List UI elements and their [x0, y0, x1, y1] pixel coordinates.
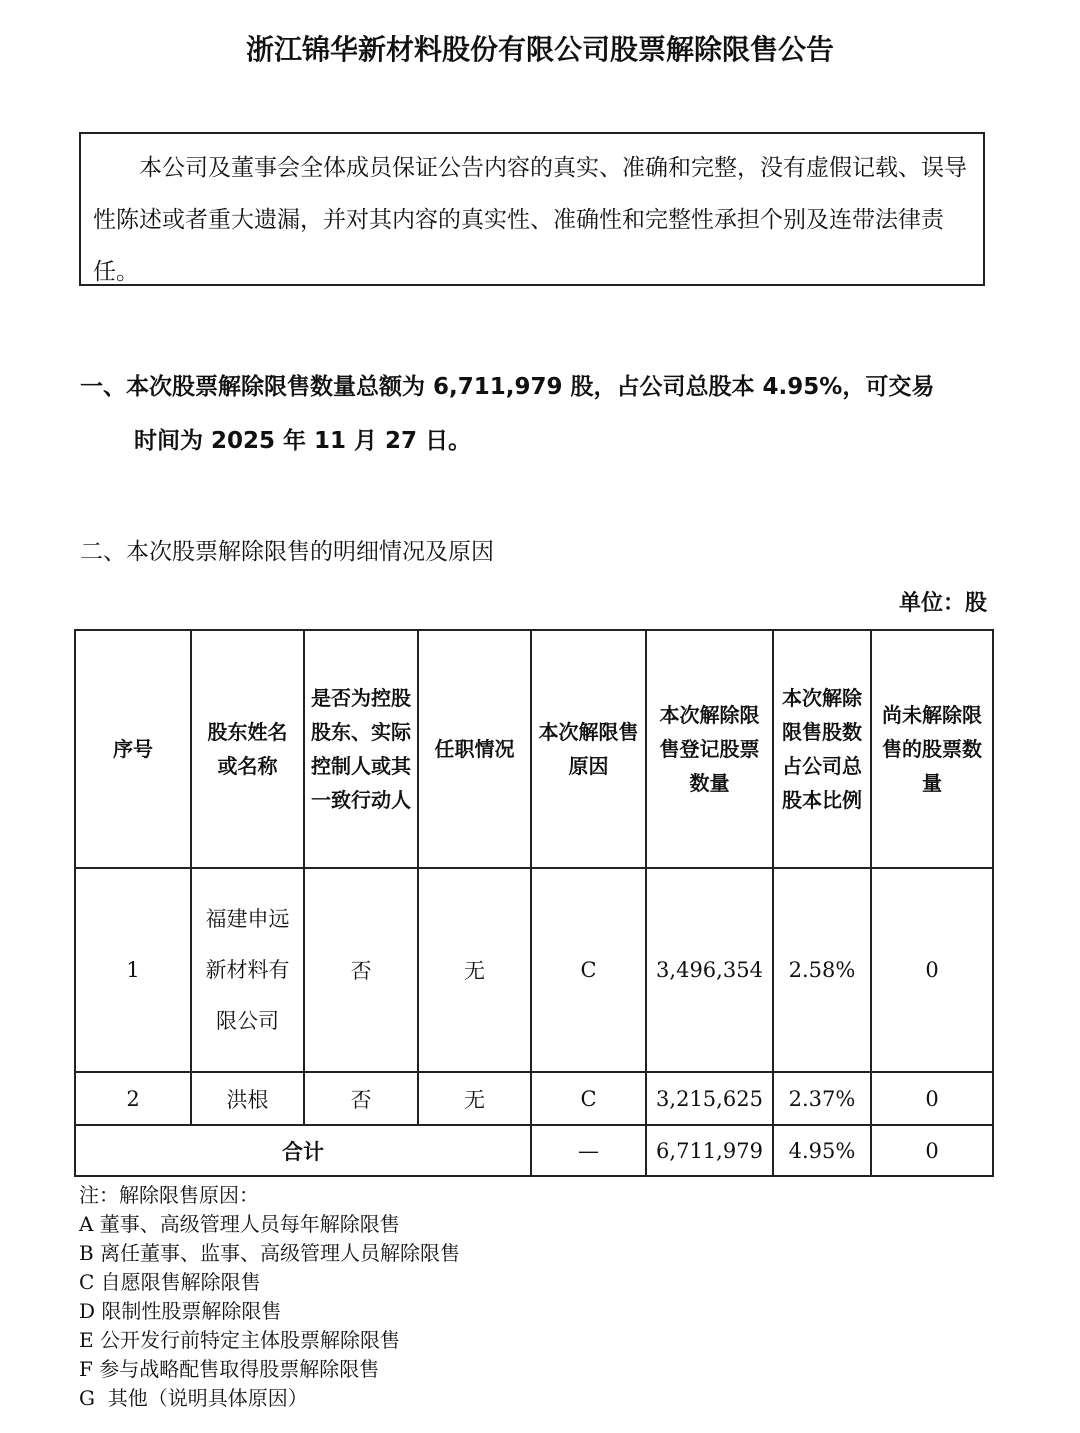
note-item: A 董事、高级管理人员每年解除限售 [79, 1212, 400, 1236]
table-header-row [75, 630, 993, 868]
cell-reason: C [531, 1072, 646, 1125]
cell-is-controlling: 否 [304, 1072, 418, 1125]
header-index: 序号 [75, 630, 191, 868]
cell-reason: C [531, 868, 646, 1072]
header-name: 股东姓名或名称 [191, 630, 304, 868]
note-item: B 离任董事、监事、高级管理人员解除限售 [79, 1241, 461, 1265]
table-row [75, 868, 993, 1072]
header-is-controlling: 是否为控股股东、实际控制人或其一致行动人 [304, 630, 418, 868]
header-ratio: 本次解除限售股数占公司总股本比例 [773, 630, 871, 868]
section-1 [80, 360, 990, 468]
cell-is-controlling: 否 [304, 868, 418, 1072]
header-position: 任职情况 [418, 630, 531, 868]
total-ratio: 4.95% [773, 1125, 871, 1176]
cell-remaining: 0 [871, 868, 993, 1072]
section-2-title: 二、本次股票解除限售的明细情况及原因 [80, 539, 494, 565]
cell-position: 无 [418, 868, 531, 1072]
document-title: 浙江锦华新材料股份有限公司股票解除限售公告 [245, 33, 834, 66]
cell-shares: 3,215,625 [646, 1072, 773, 1125]
notes-heading: 注：解除限售原因： [79, 1183, 259, 1207]
note-item: G 其他（说明具体原因） [79, 1386, 308, 1410]
total-shares: 6,711,979 [646, 1125, 773, 1176]
section-1-line-2: 时间为 2025 年 11 月 27 日。 [134, 428, 472, 454]
note-item: E 公开发行前特定主体股票解除限售 [79, 1328, 400, 1352]
total-remaining: 0 [871, 1125, 993, 1176]
table-total-row [75, 1125, 993, 1176]
cell-shares: 3,496,354 [646, 868, 773, 1072]
disclaimer-text: 本公司及董事会全体成员保证公告内容的真实、准确和完整，没有虚假记载、误导性陈述或者重大遗漏，并对其内容的真实性、准确性和完整性承担个别及连带法律责任。 [93, 155, 967, 285]
cell-remaining: 0 [871, 1072, 993, 1125]
header-remaining: 尚未解除限售的股票数量 [871, 630, 993, 868]
note-item: F 参与战略配售取得股票解除限售 [79, 1357, 380, 1381]
total-label: 合计 [75, 1125, 531, 1176]
notes [79, 1181, 460, 1413]
cell-ratio: 2.37% [773, 1072, 871, 1125]
total-reason: — [531, 1125, 646, 1176]
cell-name: 洪根 [191, 1072, 304, 1125]
note-item: D 限制性股票解除限售 [79, 1299, 282, 1323]
note-item: C 自愿限售解除限售 [79, 1270, 261, 1294]
header-shares: 本次解除限售登记股票数量 [646, 630, 773, 868]
header-reason: 本次解限售原因 [531, 630, 646, 868]
cell-ratio: 2.58% [773, 868, 871, 1072]
unit-label: 单位：股 [898, 591, 987, 616]
cell-name: 福建申远新材料有限公司 [191, 868, 304, 1072]
cell-position: 无 [418, 1072, 531, 1125]
disclaimer-box [79, 132, 985, 286]
unlock-detail-table [74, 629, 994, 1177]
cell-index: 1 [75, 868, 191, 1072]
cell-index: 2 [75, 1072, 191, 1125]
section-1-line-1: 一、本次股票解除限售数量总额为 6,711,979 股，占公司总股本 4.95%，可交易 [80, 374, 935, 400]
table-row [75, 1072, 993, 1125]
